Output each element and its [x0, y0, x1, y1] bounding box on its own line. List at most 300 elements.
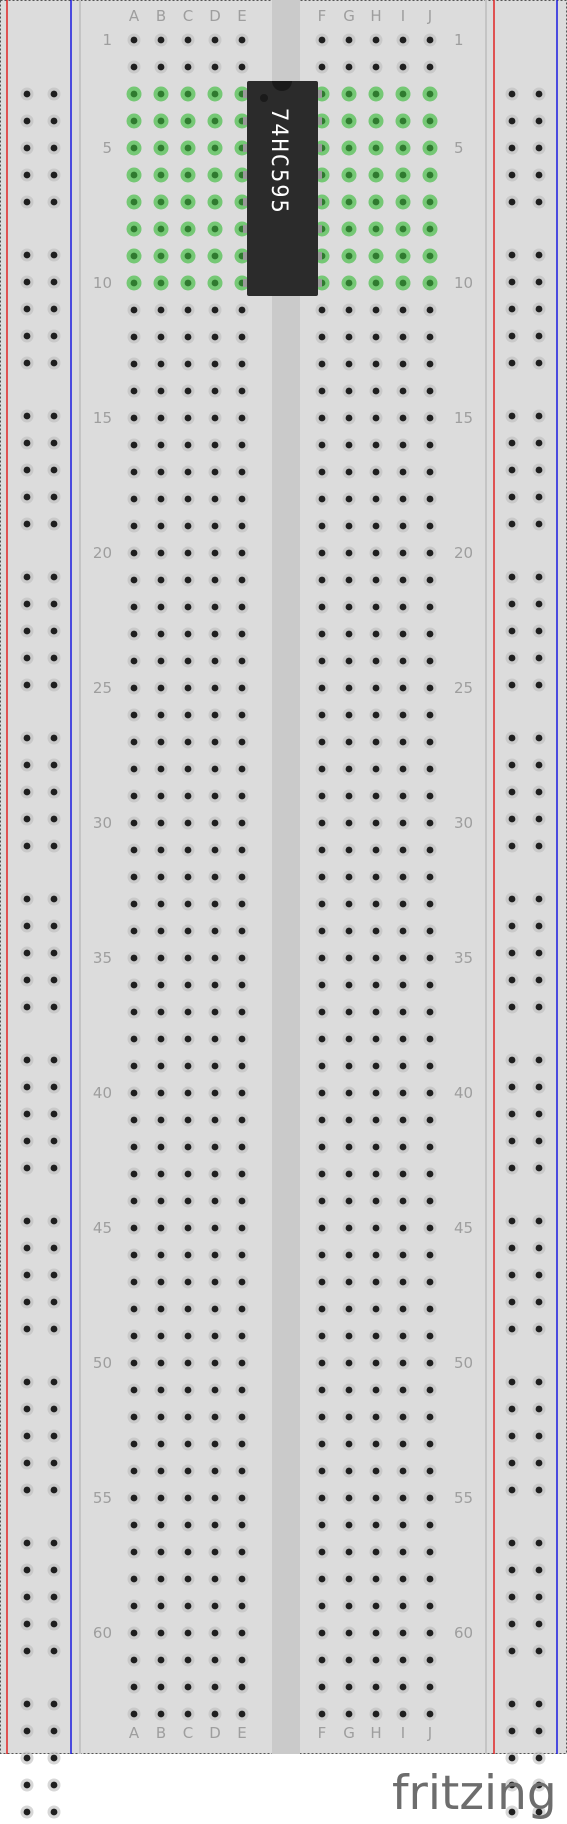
rail-hole-3-4-1[interactable] [533, 759, 546, 772]
hole-C49[interactable] [182, 1330, 195, 1343]
hole-F28[interactable] [316, 763, 329, 776]
hole-J54[interactable] [424, 1465, 437, 1478]
hole-C44[interactable] [182, 1195, 195, 1208]
hole-H5[interactable] [369, 141, 384, 156]
hole-H14[interactable] [370, 385, 383, 398]
hole-H47[interactable] [370, 1276, 383, 1289]
hole-E34[interactable] [236, 925, 249, 938]
rail-hole-3-6-0[interactable] [533, 1054, 546, 1067]
hole-D44[interactable] [209, 1195, 222, 1208]
hole-B47[interactable] [155, 1276, 168, 1289]
hole-H36[interactable] [370, 979, 383, 992]
rail-hole-3-2-2[interactable] [533, 464, 546, 477]
hole-A47[interactable] [128, 1276, 141, 1289]
hole-A10[interactable] [127, 276, 142, 291]
hole-E28[interactable] [236, 763, 249, 776]
hole-G26[interactable] [343, 709, 356, 722]
hole-C21[interactable] [182, 574, 195, 587]
hole-E42[interactable] [236, 1141, 249, 1154]
rail-hole-0-0-0[interactable] [21, 88, 34, 101]
rail-hole-2-6-3[interactable] [506, 1135, 519, 1148]
hole-E57[interactable] [236, 1546, 249, 1559]
hole-E16[interactable] [236, 439, 249, 452]
hole-F17[interactable] [316, 466, 329, 479]
hole-B26[interactable] [155, 709, 168, 722]
hole-E18[interactable] [236, 493, 249, 506]
hole-G5[interactable] [342, 141, 357, 156]
hole-H17[interactable] [370, 466, 383, 479]
hole-A8[interactable] [127, 222, 142, 237]
hole-J20[interactable] [424, 547, 437, 560]
rail-hole-0-10-4[interactable] [21, 1806, 34, 1819]
hole-C2[interactable] [182, 61, 195, 74]
hole-H34[interactable] [370, 925, 383, 938]
hole-B16[interactable] [155, 439, 168, 452]
hole-A62[interactable] [128, 1681, 141, 1694]
hole-C8[interactable] [181, 222, 196, 237]
hole-J60[interactable] [424, 1627, 437, 1640]
rail-hole-0-7-0[interactable] [21, 1215, 34, 1228]
hole-G63[interactable] [343, 1708, 356, 1721]
hole-J45[interactable] [424, 1222, 437, 1235]
rail-hole-3-5-1[interactable] [533, 920, 546, 933]
hole-F34[interactable] [316, 925, 329, 938]
hole-I23[interactable] [397, 628, 410, 641]
rail-hole-2-8-1[interactable] [506, 1403, 519, 1416]
hole-G29[interactable] [343, 790, 356, 803]
hole-B34[interactable] [155, 925, 168, 938]
hole-J9[interactable] [423, 249, 438, 264]
rail-hole-3-7-2[interactable] [533, 1269, 546, 1282]
hole-E29[interactable] [236, 790, 249, 803]
hole-H40[interactable] [370, 1087, 383, 1100]
rail-hole-2-9-3[interactable] [506, 1618, 519, 1631]
hole-J14[interactable] [424, 385, 437, 398]
hole-D27[interactable] [209, 736, 222, 749]
rail-hole-2-7-4[interactable] [506, 1323, 519, 1336]
hole-F1[interactable] [316, 34, 329, 47]
hole-F31[interactable] [316, 844, 329, 857]
hole-E58[interactable] [236, 1573, 249, 1586]
hole-G52[interactable] [343, 1411, 356, 1424]
hole-B10[interactable] [154, 276, 169, 291]
hole-A6[interactable] [127, 168, 142, 183]
hole-I11[interactable] [397, 304, 410, 317]
hole-C31[interactable] [182, 844, 195, 857]
hole-H50[interactable] [370, 1357, 383, 1370]
rail-hole-1-8-0[interactable] [48, 1376, 61, 1389]
hole-E47[interactable] [236, 1276, 249, 1289]
hole-F38[interactable] [316, 1033, 329, 1046]
hole-I60[interactable] [397, 1627, 410, 1640]
hole-D18[interactable] [209, 493, 222, 506]
hole-H42[interactable] [370, 1141, 383, 1154]
hole-G42[interactable] [343, 1141, 356, 1154]
hole-H60[interactable] [370, 1627, 383, 1640]
hole-I49[interactable] [397, 1330, 410, 1343]
rail-hole-0-4-0[interactable] [21, 732, 34, 745]
rail-hole-1-3-4[interactable] [48, 679, 61, 692]
hole-J1[interactable] [424, 34, 437, 47]
rail-hole-2-9-2[interactable] [506, 1591, 519, 1604]
hole-E2[interactable] [236, 61, 249, 74]
rail-hole-1-1-2[interactable] [48, 303, 61, 316]
hole-F49[interactable] [316, 1330, 329, 1343]
hole-C37[interactable] [182, 1006, 195, 1019]
hole-B54[interactable] [155, 1465, 168, 1478]
hole-H23[interactable] [370, 628, 383, 641]
hole-B17[interactable] [155, 466, 168, 479]
rail-hole-3-7-1[interactable] [533, 1242, 546, 1255]
hole-F32[interactable] [316, 871, 329, 884]
hole-I6[interactable] [396, 168, 411, 183]
rail-hole-2-5-3[interactable] [506, 974, 519, 987]
hole-D41[interactable] [209, 1114, 222, 1127]
hole-F25[interactable] [316, 682, 329, 695]
hole-I33[interactable] [397, 898, 410, 911]
hole-J57[interactable] [424, 1546, 437, 1559]
rail-hole-1-9-0[interactable] [48, 1537, 61, 1550]
rail-hole-1-9-2[interactable] [48, 1591, 61, 1604]
hole-E53[interactable] [236, 1438, 249, 1451]
hole-C34[interactable] [182, 925, 195, 938]
hole-F41[interactable] [316, 1114, 329, 1127]
hole-G62[interactable] [343, 1681, 356, 1694]
rail-hole-1-10-1[interactable] [48, 1725, 61, 1738]
hole-A9[interactable] [127, 249, 142, 264]
hole-B20[interactable] [155, 547, 168, 560]
hole-A43[interactable] [128, 1168, 141, 1181]
rail-hole-1-6-4[interactable] [48, 1162, 61, 1175]
rail-hole-1-10-3[interactable] [48, 1779, 61, 1792]
rail-hole-3-4-4[interactable] [533, 840, 546, 853]
rail-hole-2-7-2[interactable] [506, 1269, 519, 1282]
rail-hole-1-2-3[interactable] [48, 491, 61, 504]
hole-D17[interactable] [209, 466, 222, 479]
hole-G58[interactable] [343, 1573, 356, 1586]
hole-J27[interactable] [424, 736, 437, 749]
rail-hole-0-1-4[interactable] [21, 357, 34, 370]
rail-hole-0-4-1[interactable] [21, 759, 34, 772]
hole-B55[interactable] [155, 1492, 168, 1505]
rail-hole-3-8-4[interactable] [533, 1484, 546, 1497]
hole-C45[interactable] [182, 1222, 195, 1235]
rail-hole-3-8-2[interactable] [533, 1430, 546, 1443]
hole-J29[interactable] [424, 790, 437, 803]
rail-hole-3-5-4[interactable] [533, 1001, 546, 1014]
hole-E17[interactable] [236, 466, 249, 479]
rail-hole-3-10-2[interactable] [533, 1752, 546, 1765]
rail-hole-2-4-2[interactable] [506, 786, 519, 799]
hole-A19[interactable] [128, 520, 141, 533]
hole-G8[interactable] [342, 222, 357, 237]
hole-C32[interactable] [182, 871, 195, 884]
hole-A38[interactable] [128, 1033, 141, 1046]
rail-hole-1-0-4[interactable] [48, 196, 61, 209]
hole-B29[interactable] [155, 790, 168, 803]
rail-hole-2-2-4[interactable] [506, 518, 519, 531]
hole-A39[interactable] [128, 1060, 141, 1073]
hole-H38[interactable] [370, 1033, 383, 1046]
hole-G16[interactable] [343, 439, 356, 452]
hole-G47[interactable] [343, 1276, 356, 1289]
rail-hole-1-1-4[interactable] [48, 357, 61, 370]
rail-hole-1-1-3[interactable] [48, 330, 61, 343]
hole-B22[interactable] [155, 601, 168, 614]
rail-hole-0-4-3[interactable] [21, 813, 34, 826]
hole-C59[interactable] [182, 1600, 195, 1613]
hole-H25[interactable] [370, 682, 383, 695]
hole-H8[interactable] [369, 222, 384, 237]
hole-D10[interactable] [208, 276, 223, 291]
hole-J7[interactable] [423, 195, 438, 210]
hole-C25[interactable] [182, 682, 195, 695]
hole-B15[interactable] [155, 412, 168, 425]
hole-C5[interactable] [181, 141, 196, 156]
hole-A17[interactable] [128, 466, 141, 479]
hole-A45[interactable] [128, 1222, 141, 1235]
rail-hole-1-1-0[interactable] [48, 249, 61, 262]
hole-I63[interactable] [397, 1708, 410, 1721]
rail-hole-3-6-4[interactable] [533, 1162, 546, 1175]
hole-J35[interactable] [424, 952, 437, 965]
hole-C14[interactable] [182, 385, 195, 398]
hole-F61[interactable] [316, 1654, 329, 1667]
hole-F36[interactable] [316, 979, 329, 992]
hole-J49[interactable] [424, 1330, 437, 1343]
hole-I59[interactable] [397, 1600, 410, 1613]
rail-hole-2-7-1[interactable] [506, 1242, 519, 1255]
hole-C56[interactable] [182, 1519, 195, 1532]
hole-C53[interactable] [182, 1438, 195, 1451]
hole-F63[interactable] [316, 1708, 329, 1721]
hole-E13[interactable] [236, 358, 249, 371]
hole-H43[interactable] [370, 1168, 383, 1181]
rail-hole-0-9-3[interactable] [21, 1618, 34, 1631]
rail-hole-0-2-0[interactable] [21, 410, 34, 423]
hole-G13[interactable] [343, 358, 356, 371]
hole-B12[interactable] [155, 331, 168, 344]
hole-C13[interactable] [182, 358, 195, 371]
rail-hole-0-2-2[interactable] [21, 464, 34, 477]
hole-I58[interactable] [397, 1573, 410, 1586]
rail-hole-0-5-3[interactable] [21, 974, 34, 987]
hole-E61[interactable] [236, 1654, 249, 1667]
hole-G56[interactable] [343, 1519, 356, 1532]
hole-I2[interactable] [397, 61, 410, 74]
hole-C30[interactable] [182, 817, 195, 830]
hole-J22[interactable] [424, 601, 437, 614]
hole-J13[interactable] [424, 358, 437, 371]
hole-D5[interactable] [208, 141, 223, 156]
hole-I56[interactable] [397, 1519, 410, 1532]
hole-C61[interactable] [182, 1654, 195, 1667]
hole-B51[interactable] [155, 1384, 168, 1397]
hole-I32[interactable] [397, 871, 410, 884]
rail-hole-3-2-1[interactable] [533, 437, 546, 450]
rail-hole-2-8-2[interactable] [506, 1430, 519, 1443]
hole-H26[interactable] [370, 709, 383, 722]
hole-H33[interactable] [370, 898, 383, 911]
hole-G11[interactable] [343, 304, 356, 317]
hole-F59[interactable] [316, 1600, 329, 1613]
hole-B58[interactable] [155, 1573, 168, 1586]
rail-hole-3-1-1[interactable] [533, 276, 546, 289]
hole-C9[interactable] [181, 249, 196, 264]
hole-A5[interactable] [127, 141, 142, 156]
rail-hole-3-4-0[interactable] [533, 732, 546, 745]
hole-D33[interactable] [209, 898, 222, 911]
hole-E25[interactable] [236, 682, 249, 695]
hole-B19[interactable] [155, 520, 168, 533]
rail-hole-0-3-2[interactable] [21, 625, 34, 638]
hole-I61[interactable] [397, 1654, 410, 1667]
hole-I19[interactable] [397, 520, 410, 533]
rail-hole-3-0-4[interactable] [533, 196, 546, 209]
hole-H45[interactable] [370, 1222, 383, 1235]
rail-hole-1-4-0[interactable] [48, 732, 61, 745]
hole-I38[interactable] [397, 1033, 410, 1046]
hole-F44[interactable] [316, 1195, 329, 1208]
hole-G24[interactable] [343, 655, 356, 668]
rail-hole-0-0-3[interactable] [21, 169, 34, 182]
hole-D55[interactable] [209, 1492, 222, 1505]
rail-hole-2-5-4[interactable] [506, 1001, 519, 1014]
hole-J4[interactable] [423, 114, 438, 129]
hole-B8[interactable] [154, 222, 169, 237]
hole-E49[interactable] [236, 1330, 249, 1343]
rail-hole-2-3-2[interactable] [506, 625, 519, 638]
hole-D6[interactable] [208, 168, 223, 183]
rail-hole-3-9-2[interactable] [533, 1591, 546, 1604]
hole-H46[interactable] [370, 1249, 383, 1262]
hole-D13[interactable] [209, 358, 222, 371]
hole-H16[interactable] [370, 439, 383, 452]
hole-G12[interactable] [343, 331, 356, 344]
hole-J19[interactable] [424, 520, 437, 533]
hole-F50[interactable] [316, 1357, 329, 1370]
hole-J17[interactable] [424, 466, 437, 479]
hole-J21[interactable] [424, 574, 437, 587]
rail-hole-1-5-1[interactable] [48, 920, 61, 933]
hole-D49[interactable] [209, 1330, 222, 1343]
rail-hole-3-6-1[interactable] [533, 1081, 546, 1094]
rail-hole-0-1-2[interactable] [21, 303, 34, 316]
hole-A46[interactable] [128, 1249, 141, 1262]
hole-A25[interactable] [128, 682, 141, 695]
rail-hole-1-6-1[interactable] [48, 1081, 61, 1094]
hole-C3[interactable] [181, 87, 196, 102]
hole-E44[interactable] [236, 1195, 249, 1208]
hole-J62[interactable] [424, 1681, 437, 1694]
hole-F13[interactable] [316, 358, 329, 371]
hole-B6[interactable] [154, 168, 169, 183]
hole-D24[interactable] [209, 655, 222, 668]
hole-C51[interactable] [182, 1384, 195, 1397]
hole-B56[interactable] [155, 1519, 168, 1532]
rail-hole-2-2-3[interactable] [506, 491, 519, 504]
hole-B52[interactable] [155, 1411, 168, 1424]
hole-F24[interactable] [316, 655, 329, 668]
hole-H63[interactable] [370, 1708, 383, 1721]
hole-E37[interactable] [236, 1006, 249, 1019]
hole-H32[interactable] [370, 871, 383, 884]
hole-A13[interactable] [128, 358, 141, 371]
hole-A49[interactable] [128, 1330, 141, 1343]
hole-C46[interactable] [182, 1249, 195, 1262]
hole-E38[interactable] [236, 1033, 249, 1046]
ic-chip[interactable] [243, 81, 322, 296]
hole-F21[interactable] [316, 574, 329, 587]
hole-G31[interactable] [343, 844, 356, 857]
hole-H59[interactable] [370, 1600, 383, 1613]
rail-hole-2-3-1[interactable] [506, 598, 519, 611]
hole-F37[interactable] [316, 1006, 329, 1019]
rail-hole-1-0-2[interactable] [48, 142, 61, 155]
hole-F35[interactable] [316, 952, 329, 965]
rail-hole-0-6-3[interactable] [21, 1135, 34, 1148]
hole-H6[interactable] [369, 168, 384, 183]
rail-hole-1-10-2[interactable] [48, 1752, 61, 1765]
rail-hole-0-6-2[interactable] [21, 1108, 34, 1121]
hole-A27[interactable] [128, 736, 141, 749]
hole-C28[interactable] [182, 763, 195, 776]
hole-D22[interactable] [209, 601, 222, 614]
hole-J38[interactable] [424, 1033, 437, 1046]
hole-G54[interactable] [343, 1465, 356, 1478]
hole-I43[interactable] [397, 1168, 410, 1181]
hole-D35[interactable] [209, 952, 222, 965]
hole-G55[interactable] [343, 1492, 356, 1505]
hole-G57[interactable] [343, 1546, 356, 1559]
rail-hole-2-2-0[interactable] [506, 410, 519, 423]
rail-hole-3-5-0[interactable] [533, 893, 546, 906]
hole-I12[interactable] [397, 331, 410, 344]
hole-A16[interactable] [128, 439, 141, 452]
rail-hole-3-1-2[interactable] [533, 303, 546, 316]
hole-I36[interactable] [397, 979, 410, 992]
rail-hole-2-9-0[interactable] [506, 1537, 519, 1550]
rail-hole-1-5-3[interactable] [48, 974, 61, 987]
hole-F2[interactable] [316, 61, 329, 74]
hole-D8[interactable] [208, 222, 223, 237]
rail-hole-2-2-1[interactable] [506, 437, 519, 450]
rail-hole-3-7-3[interactable] [533, 1296, 546, 1309]
hole-G34[interactable] [343, 925, 356, 938]
hole-A55[interactable] [128, 1492, 141, 1505]
hole-H35[interactable] [370, 952, 383, 965]
rail-hole-1-3-2[interactable] [48, 625, 61, 638]
hole-I55[interactable] [397, 1492, 410, 1505]
hole-I26[interactable] [397, 709, 410, 722]
rail-hole-2-9-1[interactable] [506, 1564, 519, 1577]
hole-J37[interactable] [424, 1006, 437, 1019]
hole-J15[interactable] [424, 412, 437, 425]
hole-I35[interactable] [397, 952, 410, 965]
rail-hole-2-4-3[interactable] [506, 813, 519, 826]
hole-H41[interactable] [370, 1114, 383, 1127]
hole-C6[interactable] [181, 168, 196, 183]
rail-hole-2-0-3[interactable] [506, 169, 519, 182]
rail-hole-1-9-1[interactable] [48, 1564, 61, 1577]
rail-hole-2-3-0[interactable] [506, 571, 519, 584]
hole-E19[interactable] [236, 520, 249, 533]
hole-F60[interactable] [316, 1627, 329, 1640]
hole-A7[interactable] [127, 195, 142, 210]
rail-hole-0-1-1[interactable] [21, 276, 34, 289]
hole-A40[interactable] [128, 1087, 141, 1100]
hole-I7[interactable] [396, 195, 411, 210]
